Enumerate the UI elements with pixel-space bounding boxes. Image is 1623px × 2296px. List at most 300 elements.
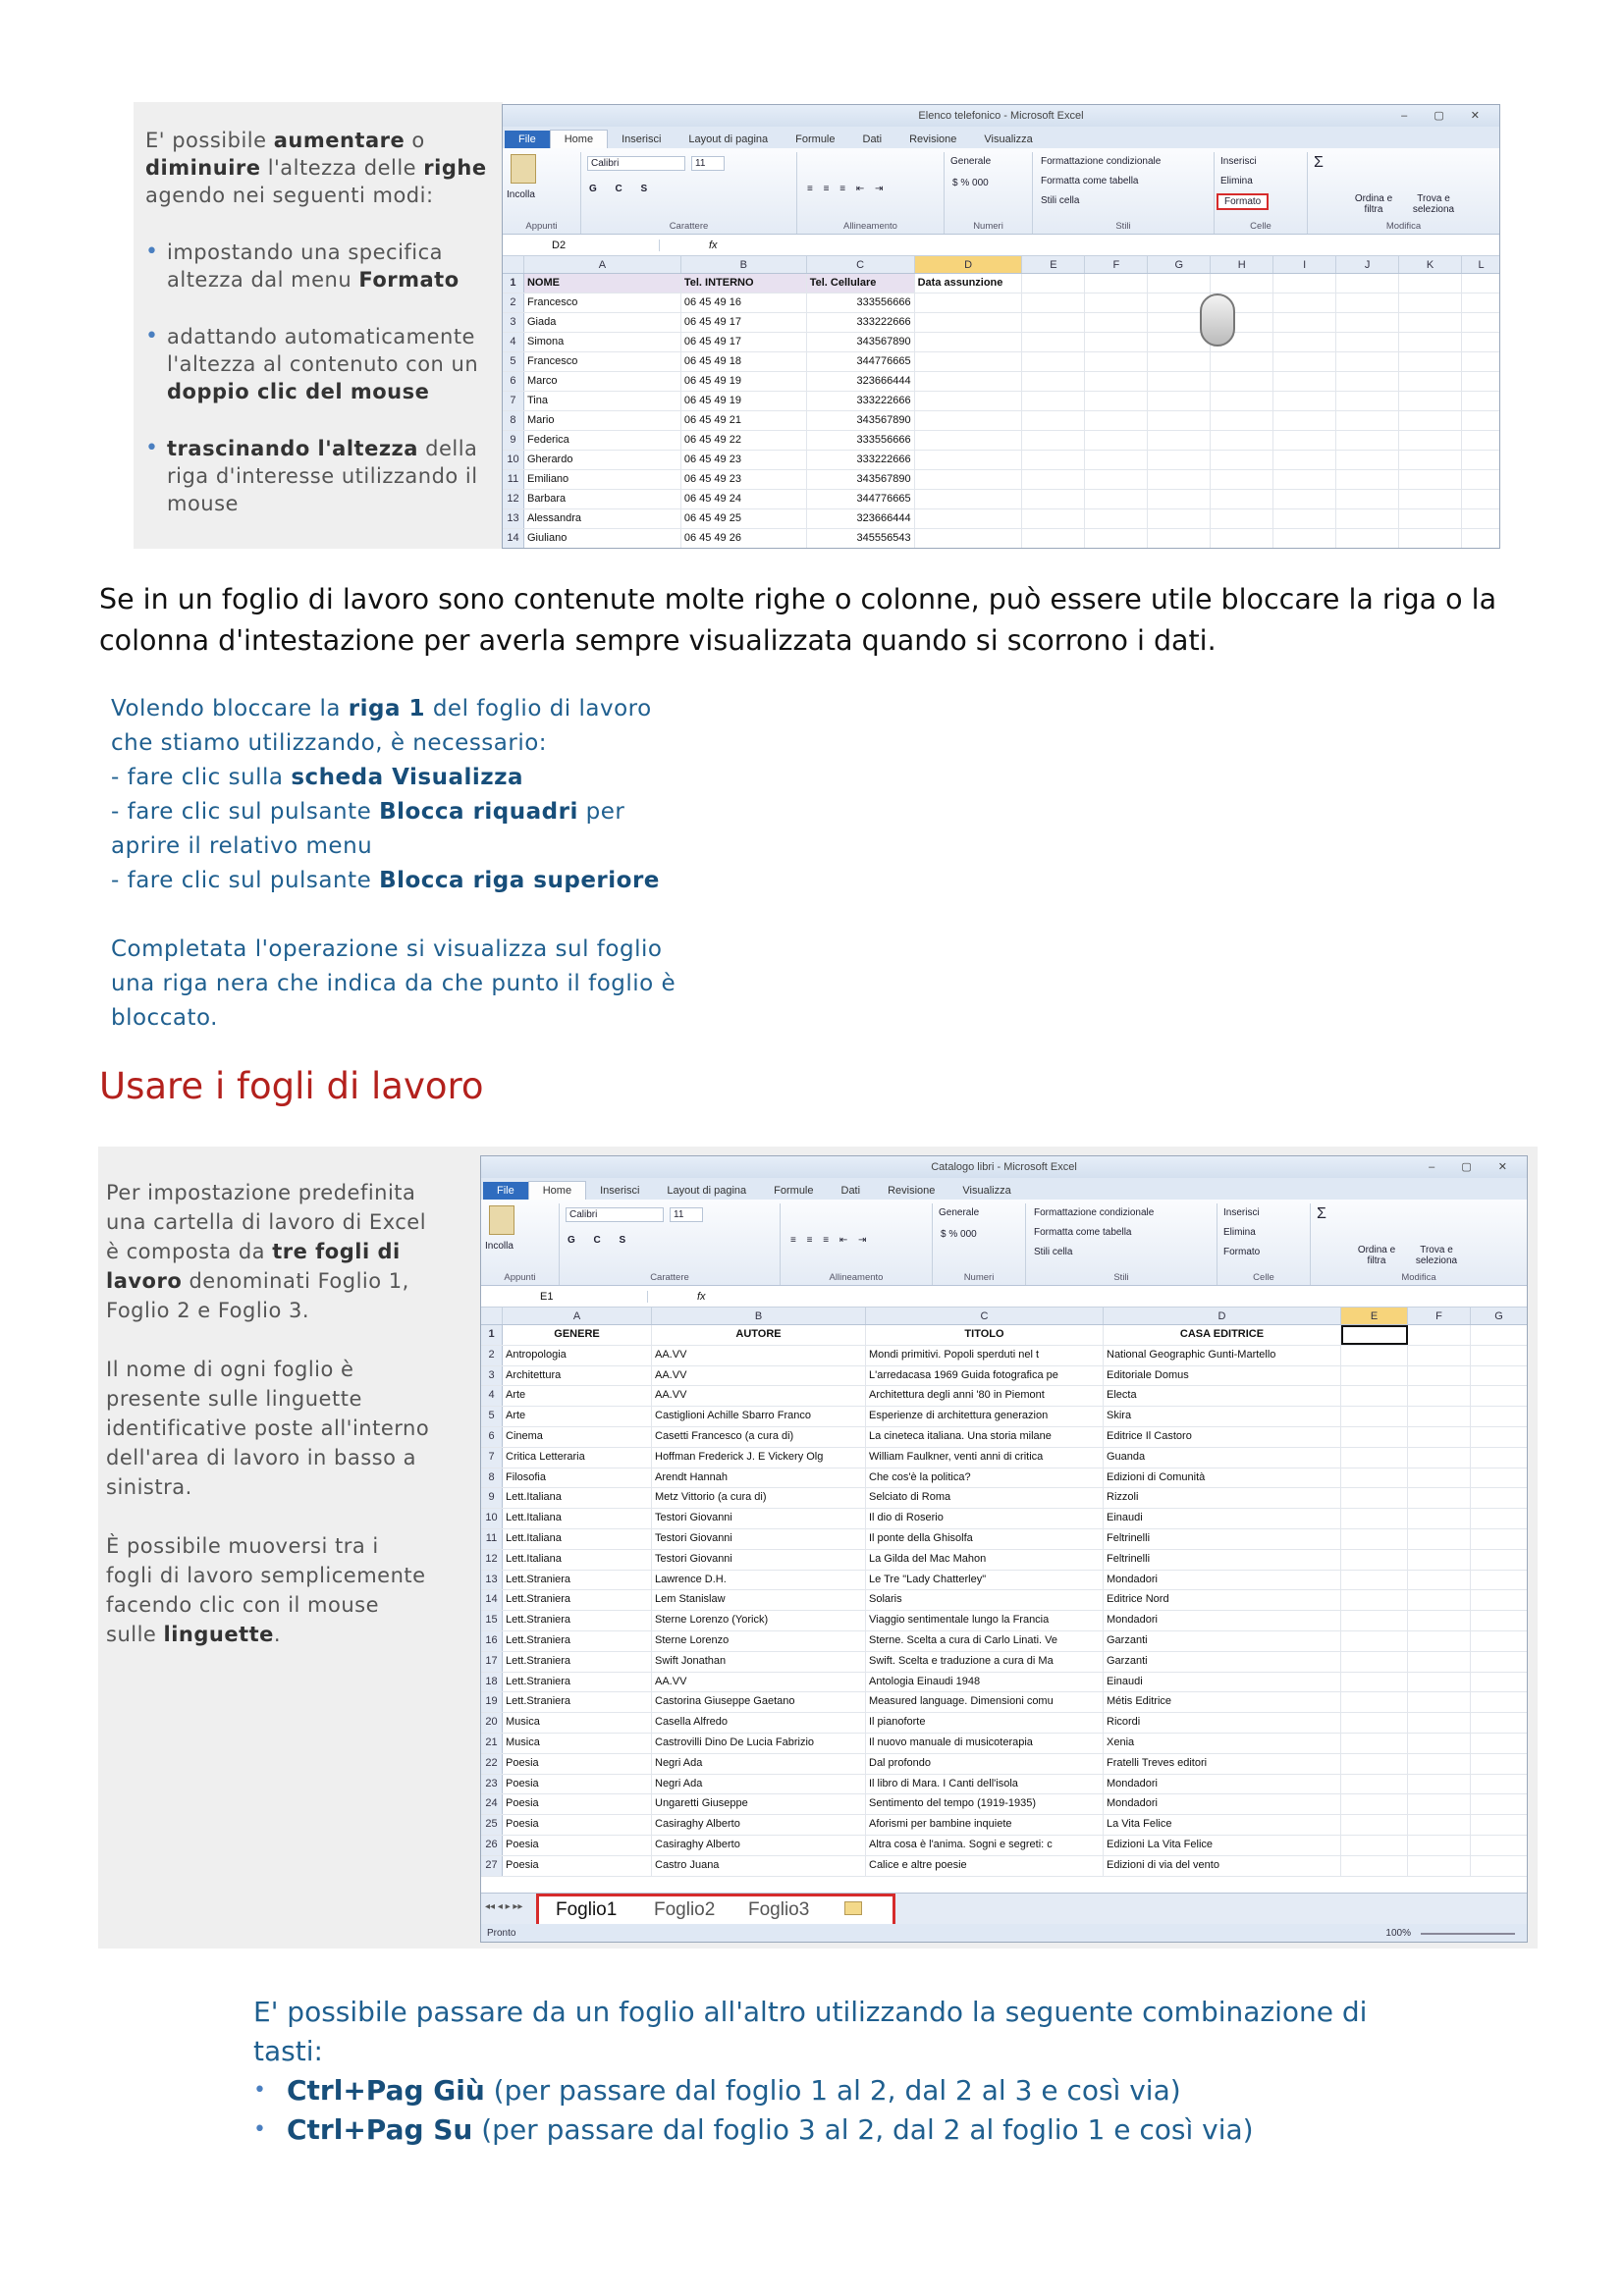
cell[interactable] xyxy=(1471,1775,1528,1794)
cell[interactable] xyxy=(1341,1550,1408,1570)
col-header[interactable]: D xyxy=(1104,1308,1341,1324)
cell[interactable] xyxy=(1462,509,1500,528)
cell[interactable] xyxy=(1471,1652,1528,1672)
cell[interactable]: Le Tre "Lady Chatterley" xyxy=(866,1571,1104,1590)
cell[interactable] xyxy=(1408,1713,1471,1733)
cell[interactable]: Dal profondo xyxy=(866,1754,1104,1774)
cell[interactable] xyxy=(1341,1488,1408,1508)
col-header[interactable]: C xyxy=(807,256,915,273)
cell[interactable] xyxy=(1471,1692,1528,1712)
col-header[interactable]: L xyxy=(1462,256,1500,273)
fx-icon[interactable]: fx xyxy=(709,239,718,251)
cell[interactable] xyxy=(1085,333,1148,351)
cell[interactable] xyxy=(1022,470,1085,489)
tab-formulas[interactable]: Formule xyxy=(795,133,836,145)
row-number[interactable]: 2 xyxy=(481,1346,503,1365)
cell[interactable]: Ungaretti Giuseppe xyxy=(652,1794,866,1814)
align-icons[interactable]: ≡ ≡ ≡ ⇤ ⇥ xyxy=(807,184,888,194)
cell[interactable] xyxy=(1408,1856,1471,1876)
tab-scroll-arrows[interactable]: ◂◂ ◂ ▸ ▸▸ xyxy=(485,1901,523,1912)
cell[interactable]: Lett.Italiana xyxy=(503,1529,652,1549)
cell[interactable] xyxy=(1462,294,1500,312)
cell[interactable] xyxy=(1336,451,1399,469)
cell[interactable] xyxy=(1085,509,1148,528)
row-number[interactable]: 25 xyxy=(481,1815,503,1835)
cell[interactable]: Viaggio sentimentale lungo la Francia xyxy=(866,1611,1104,1630)
cell[interactable]: 343567890 xyxy=(807,333,915,351)
cell[interactable]: Einaudi xyxy=(1104,1673,1341,1692)
cell[interactable] xyxy=(1273,470,1336,489)
cell[interactable]: 343567890 xyxy=(807,411,915,430)
cell[interactable]: Arte xyxy=(503,1407,652,1426)
cell[interactable] xyxy=(1211,529,1273,548)
cell[interactable]: Negri Ada xyxy=(652,1754,866,1774)
cell[interactable]: Poesia xyxy=(503,1754,652,1774)
cell[interactable] xyxy=(1399,509,1462,528)
cell[interactable] xyxy=(1471,1815,1528,1835)
cell[interactable] xyxy=(1462,529,1500,548)
cell[interactable]: La cineteca italiana. Una storia milane xyxy=(866,1427,1104,1447)
cell[interactable] xyxy=(1273,313,1336,332)
cell[interactable]: Il pianoforte xyxy=(866,1713,1104,1733)
cell[interactable]: 06 45 49 26 xyxy=(681,529,807,548)
row-number[interactable]: 23 xyxy=(481,1775,503,1794)
cell[interactable]: Tina xyxy=(524,392,681,410)
row-number[interactable]: 14 xyxy=(481,1590,503,1610)
cell[interactable]: Lett.Straniera xyxy=(503,1673,652,1692)
cell[interactable] xyxy=(1399,372,1462,391)
cell[interactable] xyxy=(1471,1488,1528,1508)
cell[interactable] xyxy=(1211,392,1273,410)
row-number[interactable]: 20 xyxy=(481,1713,503,1733)
cell[interactable] xyxy=(1341,1468,1408,1488)
cell[interactable]: La Vita Felice xyxy=(1104,1815,1341,1835)
cell[interactable]: 344776665 xyxy=(807,352,915,371)
corner-cell[interactable] xyxy=(503,256,524,273)
cell[interactable]: Negri Ada xyxy=(652,1775,866,1794)
cell[interactable] xyxy=(1336,529,1399,548)
cell[interactable] xyxy=(1471,1856,1528,1876)
cell[interactable]: La Gilda del Mac Mahon xyxy=(866,1550,1104,1570)
cell[interactable] xyxy=(1399,529,1462,548)
row-number[interactable]: 4 xyxy=(503,333,524,351)
cell[interactable]: CASA EDITRICE xyxy=(1104,1325,1341,1345)
cell[interactable] xyxy=(1462,451,1500,469)
cell[interactable]: 343567890 xyxy=(807,470,915,489)
cell[interactable] xyxy=(1471,1734,1528,1753)
font-select[interactable]: Calibri xyxy=(587,156,685,171)
cell[interactable]: Fratelli Treves editori xyxy=(1104,1754,1341,1774)
zoom-slider[interactable] xyxy=(1421,1933,1515,1935)
cell[interactable] xyxy=(1022,490,1085,508)
cell[interactable]: L'arredacasa 1969 Guida fotografica pe xyxy=(866,1366,1104,1386)
cell[interactable]: Arendt Hannah xyxy=(652,1468,866,1488)
sum-icon[interactable]: Σ xyxy=(1317,1205,1326,1222)
cell[interactable] xyxy=(1471,1325,1528,1345)
align-icons[interactable]: ≡ ≡ ≡ ⇤ ⇥ xyxy=(790,1235,871,1246)
cell[interactable] xyxy=(1471,1550,1528,1570)
cell[interactable] xyxy=(1085,411,1148,430)
col-header[interactable]: C xyxy=(866,1308,1104,1324)
cell[interactable]: Casiraghy Alberto xyxy=(652,1836,866,1855)
cell[interactable] xyxy=(915,352,1023,371)
size-select[interactable]: 11 xyxy=(670,1207,703,1222)
sort-button[interactable]: Ordina e filtra xyxy=(1357,1245,1396,1266)
cell[interactable]: 323666444 xyxy=(807,372,915,391)
cell[interactable] xyxy=(1399,470,1462,489)
tab-layout[interactable]: Layout di pagina xyxy=(667,1185,747,1197)
cell[interactable] xyxy=(1341,1611,1408,1630)
cell[interactable] xyxy=(1022,431,1085,450)
cell[interactable] xyxy=(915,470,1023,489)
cell[interactable] xyxy=(1273,431,1336,450)
cell[interactable] xyxy=(1085,470,1148,489)
cell[interactable]: Lem Stanislaw xyxy=(652,1590,866,1610)
insert-button[interactable]: Inserisci xyxy=(1223,1207,1260,1218)
cell[interactable]: Feltrinelli xyxy=(1104,1529,1341,1549)
cell[interactable] xyxy=(1336,313,1399,332)
cell[interactable] xyxy=(1399,352,1462,371)
cell[interactable] xyxy=(1085,313,1148,332)
row-number[interactable]: 5 xyxy=(503,352,524,371)
cell[interactable] xyxy=(1273,333,1336,351)
row-number[interactable]: 8 xyxy=(503,411,524,430)
cell[interactable]: AA.VV xyxy=(652,1346,866,1365)
cell[interactable] xyxy=(1341,1775,1408,1794)
cell[interactable] xyxy=(1341,1509,1408,1528)
row-number[interactable]: 12 xyxy=(481,1550,503,1570)
cell[interactable] xyxy=(1336,490,1399,508)
cell[interactable]: 06 45 49 21 xyxy=(681,411,807,430)
cell[interactable]: Giuliano xyxy=(524,529,681,548)
row-number[interactable]: 3 xyxy=(481,1366,503,1386)
cell[interactable]: Skira xyxy=(1104,1407,1341,1426)
cell[interactable] xyxy=(1471,1468,1528,1488)
cell[interactable]: Altra cosa è l'anima. Sogni e segreti: c xyxy=(866,1836,1104,1855)
cell[interactable] xyxy=(1408,1448,1471,1468)
cell[interactable] xyxy=(1471,1673,1528,1692)
cell[interactable] xyxy=(1408,1488,1471,1508)
cell[interactable]: Castrovilli Dino De Lucia Fabrizio xyxy=(652,1734,866,1753)
cell[interactable]: Lett.Straniera xyxy=(503,1571,652,1590)
cell[interactable]: Castorina Giuseppe Gaetano xyxy=(652,1692,866,1712)
cell[interactable]: Filosofia xyxy=(503,1468,652,1488)
cell[interactable] xyxy=(1022,333,1085,351)
row-number[interactable]: 3 xyxy=(503,313,524,332)
cell[interactable] xyxy=(1341,1366,1408,1386)
cell[interactable] xyxy=(1336,294,1399,312)
tab-data[interactable]: Dati xyxy=(840,1185,861,1197)
cell[interactable]: 06 45 49 19 xyxy=(681,392,807,410)
cell[interactable]: Simona xyxy=(524,333,681,351)
cell[interactable] xyxy=(1211,509,1273,528)
cell[interactable] xyxy=(1471,1590,1528,1610)
fx-icon[interactable]: fx xyxy=(697,1290,706,1303)
row-number[interactable]: 12 xyxy=(503,490,524,508)
cell[interactable]: Il dio di Roserio xyxy=(866,1509,1104,1528)
cell[interactable] xyxy=(1399,313,1462,332)
cell[interactable] xyxy=(1471,1366,1528,1386)
row-number[interactable]: 2 xyxy=(503,294,524,312)
cell[interactable]: Data assunzione xyxy=(915,274,1023,293)
cell[interactable] xyxy=(1462,274,1500,293)
cell[interactable] xyxy=(1336,470,1399,489)
cell[interactable]: AA.VV xyxy=(652,1366,866,1386)
cell[interactable] xyxy=(1471,1448,1528,1468)
window-controls[interactable]: – ▢ ✕ xyxy=(1429,1161,1519,1173)
cell[interactable] xyxy=(1462,431,1500,450)
row-number[interactable]: 18 xyxy=(481,1673,503,1692)
cell[interactable] xyxy=(1148,372,1211,391)
cell[interactable] xyxy=(1408,1692,1471,1712)
cell[interactable]: William Faulkner, venti anni di critica xyxy=(866,1448,1104,1468)
cell[interactable] xyxy=(1408,1386,1471,1406)
cell[interactable] xyxy=(1471,1836,1528,1855)
cell[interactable]: Selciato di Roma xyxy=(866,1488,1104,1508)
cell[interactable] xyxy=(1408,1468,1471,1488)
cell[interactable]: GENERE xyxy=(503,1325,652,1345)
tab-data[interactable]: Dati xyxy=(862,133,883,145)
col-header[interactable]: B xyxy=(681,256,807,273)
insert-button[interactable]: Inserisci xyxy=(1220,156,1257,167)
cell[interactable] xyxy=(1341,1836,1408,1855)
window-controls[interactable]: – ▢ ✕ xyxy=(1401,110,1491,122)
cell[interactable] xyxy=(915,451,1023,469)
col-header[interactable]: G xyxy=(1148,256,1211,273)
cell[interactable]: Solaris xyxy=(866,1590,1104,1610)
cell[interactable] xyxy=(1341,1794,1408,1814)
cell[interactable]: Mario xyxy=(524,411,681,430)
cell[interactable] xyxy=(1148,451,1211,469)
cell[interactable] xyxy=(1273,392,1336,410)
cell[interactable]: Critica Letteraria xyxy=(503,1448,652,1468)
cell[interactable]: Guanda xyxy=(1104,1448,1341,1468)
tab-review[interactable]: Revisione xyxy=(888,1185,936,1197)
cell[interactable]: Che cos'è la politica? xyxy=(866,1468,1104,1488)
cell[interactable] xyxy=(1273,274,1336,293)
cell[interactable]: Castiglioni Achille Sbarro Franco xyxy=(652,1407,866,1426)
cell[interactable] xyxy=(1273,411,1336,430)
cell[interactable] xyxy=(1022,274,1085,293)
cell[interactable]: Calice e altre poesie xyxy=(866,1856,1104,1876)
cell[interactable]: Mondi primitivi. Popoli sperduti nel t xyxy=(866,1346,1104,1365)
cell[interactable] xyxy=(1211,372,1273,391)
cell[interactable] xyxy=(1462,372,1500,391)
cell[interactable] xyxy=(915,529,1023,548)
delete-button[interactable]: Elimina xyxy=(1223,1227,1256,1238)
row-number[interactable]: 9 xyxy=(503,431,524,450)
cell[interactable]: Barbara xyxy=(524,490,681,508)
cell[interactable]: Testori Giovanni xyxy=(652,1529,866,1549)
row-number[interactable]: 7 xyxy=(481,1448,503,1468)
cell[interactable]: Architettura xyxy=(503,1366,652,1386)
cell[interactable] xyxy=(1336,392,1399,410)
row-number[interactable]: 7 xyxy=(503,392,524,410)
cell[interactable]: Aforismi per bambine inquiete xyxy=(866,1815,1104,1835)
tab-file[interactable]: File xyxy=(483,1182,528,1200)
cell[interactable]: Edizioni La Vita Felice xyxy=(1104,1836,1341,1855)
font-select[interactable]: Calibri xyxy=(566,1207,664,1222)
cell[interactable] xyxy=(915,411,1023,430)
cell[interactable]: Testori Giovanni xyxy=(652,1509,866,1528)
cell[interactable] xyxy=(1085,392,1148,410)
cell[interactable] xyxy=(1022,411,1085,430)
cell[interactable]: Gherardo xyxy=(524,451,681,469)
cell[interactable]: Lawrence D.H. xyxy=(652,1571,866,1590)
cell[interactable]: Casetti Francesco (a cura di) xyxy=(652,1427,866,1447)
cell[interactable] xyxy=(1273,372,1336,391)
cell[interactable]: Mondadori xyxy=(1104,1794,1341,1814)
paste-button[interactable]: Incolla xyxy=(507,189,535,200)
cell[interactable]: 06 45 49 17 xyxy=(681,313,807,332)
cell[interactable] xyxy=(1336,509,1399,528)
tab-insert[interactable]: Inserisci xyxy=(622,133,662,145)
cell[interactable] xyxy=(1408,1673,1471,1692)
cell[interactable] xyxy=(1336,431,1399,450)
percent-icon[interactable]: $ % 000 xyxy=(941,1229,977,1240)
cell[interactable] xyxy=(1471,1571,1528,1590)
cell[interactable] xyxy=(1341,1734,1408,1753)
row-number[interactable]: 14 xyxy=(503,529,524,548)
cell[interactable] xyxy=(1085,372,1148,391)
cell-styles-button[interactable]: Stili cella xyxy=(1041,195,1080,206)
row-number[interactable]: 22 xyxy=(481,1754,503,1774)
row-number[interactable]: 27 xyxy=(481,1856,503,1876)
row-number[interactable]: 6 xyxy=(481,1427,503,1447)
cell[interactable] xyxy=(1399,411,1462,430)
cell[interactable]: 06 45 49 23 xyxy=(681,470,807,489)
cell[interactable]: Giada xyxy=(524,313,681,332)
cell[interactable]: 06 45 49 18 xyxy=(681,352,807,371)
cell[interactable] xyxy=(1399,274,1462,293)
cell[interactable]: Hoffman Frederick J. E Vickery Olg xyxy=(652,1448,866,1468)
tab-review[interactable]: Revisione xyxy=(909,133,957,145)
cell[interactable] xyxy=(1408,1325,1471,1345)
row-number[interactable]: 1 xyxy=(481,1325,503,1345)
new-sheet-icon[interactable] xyxy=(844,1901,862,1915)
cond-format-button[interactable]: Formattazione condizionale xyxy=(1041,156,1162,167)
sheet-tab-foglio1[interactable]: Foglio1 xyxy=(556,1899,618,1920)
cell[interactable]: 333556666 xyxy=(807,431,915,450)
cell[interactable]: Editrice Il Castoro xyxy=(1104,1427,1341,1447)
cell[interactable] xyxy=(1462,313,1500,332)
number-format-select[interactable]: Generale xyxy=(939,1207,980,1218)
cell[interactable] xyxy=(1085,352,1148,371)
cell[interactable] xyxy=(1341,1427,1408,1447)
cell[interactable] xyxy=(1336,411,1399,430)
cell[interactable] xyxy=(1022,529,1085,548)
cell[interactable]: 344776665 xyxy=(807,490,915,508)
cell[interactable]: Xenia xyxy=(1104,1734,1341,1753)
cell[interactable]: Esperienze di architettura generazion xyxy=(866,1407,1104,1426)
cell[interactable]: Federica xyxy=(524,431,681,450)
cell[interactable]: Editrice Nord xyxy=(1104,1590,1341,1610)
row-number[interactable]: 6 xyxy=(503,372,524,391)
cell[interactable] xyxy=(1408,1815,1471,1835)
cell[interactable] xyxy=(1399,294,1462,312)
cell[interactable] xyxy=(1399,392,1462,410)
cell[interactable]: Poesia xyxy=(503,1836,652,1855)
col-header[interactable]: K xyxy=(1399,256,1462,273)
cell[interactable] xyxy=(1022,451,1085,469)
tab-insert[interactable]: Inserisci xyxy=(600,1185,640,1197)
cell[interactable] xyxy=(1148,490,1211,508)
cell[interactable] xyxy=(1211,411,1273,430)
col-header[interactable]: A xyxy=(524,256,681,273)
cell[interactable]: Mondadori xyxy=(1104,1611,1341,1630)
cell[interactable] xyxy=(1022,372,1085,391)
cell-styles-button[interactable]: Stili cella xyxy=(1034,1247,1073,1257)
cell[interactable] xyxy=(1408,1529,1471,1549)
cell[interactable] xyxy=(1273,294,1336,312)
cell[interactable]: 06 45 49 24 xyxy=(681,490,807,508)
cell[interactable] xyxy=(915,372,1023,391)
cell[interactable]: Architettura degli anni '80 in Piemont xyxy=(866,1386,1104,1406)
cell[interactable] xyxy=(1471,1631,1528,1651)
cell[interactable] xyxy=(1273,509,1336,528)
row-number[interactable]: 24 xyxy=(481,1794,503,1814)
find-button[interactable]: Trova e seleziona xyxy=(1415,1245,1458,1266)
cell[interactable] xyxy=(1408,1631,1471,1651)
cell[interactable]: Lett.Italiana xyxy=(503,1550,652,1570)
format-button[interactable]: Formato xyxy=(1217,193,1269,210)
cell[interactable]: 06 45 49 19 xyxy=(681,372,807,391)
cell[interactable] xyxy=(1471,1509,1528,1528)
col-header[interactable]: G xyxy=(1471,1308,1528,1324)
cell[interactable]: Poesia xyxy=(503,1856,652,1876)
cell[interactable]: Mondadori xyxy=(1104,1571,1341,1590)
cell[interactable] xyxy=(1462,392,1500,410)
cell[interactable] xyxy=(1022,313,1085,332)
row-number[interactable]: 8 xyxy=(481,1468,503,1488)
row-number[interactable]: 21 xyxy=(481,1734,503,1753)
size-select[interactable]: 11 xyxy=(691,156,725,171)
cell[interactable]: Casella Alfredo xyxy=(652,1713,866,1733)
cell[interactable] xyxy=(1148,352,1211,371)
cell[interactable]: Einaudi xyxy=(1104,1509,1341,1528)
cell[interactable] xyxy=(1471,1346,1528,1365)
cell[interactable] xyxy=(1471,1794,1528,1814)
cell[interactable]: Edizioni di via del vento xyxy=(1104,1856,1341,1876)
cell[interactable]: Feltrinelli xyxy=(1104,1550,1341,1570)
cell[interactable] xyxy=(1148,509,1211,528)
cell[interactable] xyxy=(1408,1754,1471,1774)
cell[interactable]: 06 45 49 22 xyxy=(681,431,807,450)
cell[interactable]: Swift. Scelta e traduzione a cura di Ma xyxy=(866,1652,1104,1672)
cell[interactable] xyxy=(1341,1529,1408,1549)
cell[interactable]: Mondadori xyxy=(1104,1775,1341,1794)
col-header[interactable]: D xyxy=(915,256,1023,273)
cell[interactable] xyxy=(1341,1448,1408,1468)
row-number[interactable]: 16 xyxy=(481,1631,503,1651)
cell[interactable] xyxy=(1408,1836,1471,1855)
format-table-button[interactable]: Formatta come tabella xyxy=(1034,1227,1132,1238)
col-header[interactable]: J xyxy=(1336,256,1399,273)
row-number[interactable]: 9 xyxy=(481,1488,503,1508)
cell[interactable]: Musica xyxy=(503,1713,652,1733)
cell[interactable] xyxy=(915,294,1023,312)
sum-icon[interactable]: Σ xyxy=(1314,154,1324,171)
cell[interactable] xyxy=(1399,333,1462,351)
cell[interactable]: Antropologia xyxy=(503,1346,652,1365)
cell[interactable]: NOME xyxy=(524,274,681,293)
cell[interactable]: 333222666 xyxy=(807,392,915,410)
cell[interactable]: Edizioni di Comunità xyxy=(1104,1468,1341,1488)
tab-view[interactable]: Visualizza xyxy=(962,1185,1011,1197)
cell[interactable]: Francesco xyxy=(524,294,681,312)
cell[interactable] xyxy=(915,431,1023,450)
cell[interactable]: Poesia xyxy=(503,1815,652,1835)
